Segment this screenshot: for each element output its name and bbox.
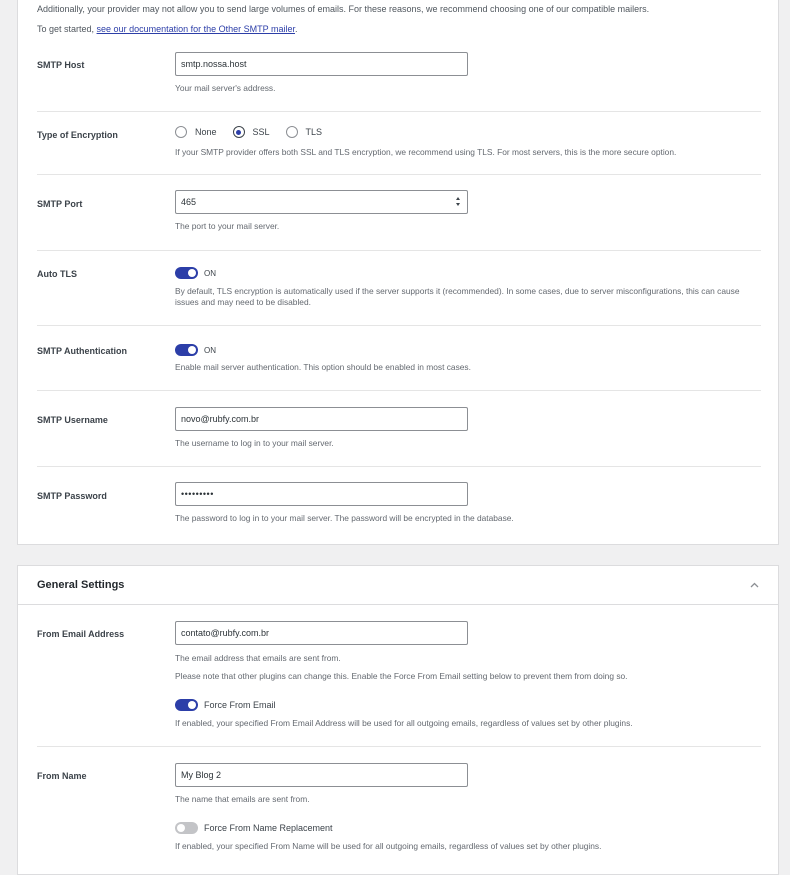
divider	[37, 174, 761, 175]
radio-tls-label: TLS	[305, 127, 323, 137]
encryption-option-none[interactable]	[175, 126, 217, 138]
smtp-port-value: 465	[181, 197, 197, 207]
smtp-username-label: SMTP Username	[37, 415, 108, 425]
force-from-email-label: Force From Email	[204, 700, 276, 710]
intro-prefix: To get started,	[37, 24, 97, 34]
from-name-input[interactable]: My Blog 2	[175, 763, 468, 787]
auto-tls-state: ON	[204, 268, 216, 278]
general-settings-header[interactable]	[18, 566, 778, 605]
radio-tls[interactable]	[286, 126, 298, 138]
from-email-label: From Email Address	[37, 629, 125, 639]
smtp-port-label: SMTP Port	[37, 199, 83, 209]
smtp-intro-docs	[37, 24, 298, 34]
encryption-radio-group	[175, 126, 338, 138]
smtp-intro-text: Additionally, your provider may not allow you to send large volumes of emails. For these reasons, we recommend choosing one of our compatible mailers.	[37, 4, 650, 14]
from-email-note: Please note that other plugins can change this. Enable the Force From Email setting below to prevent them from doing so.	[175, 671, 628, 681]
smtp-password-label: SMTP Password	[37, 491, 107, 501]
force-from-email-toggle[interactable]	[175, 699, 198, 711]
smtp-host-desc: Your mail server's address.	[175, 83, 276, 93]
encryption-label: Type of Encryption	[37, 130, 118, 140]
force-from-email-desc: If enabled, your specified From Email Address will be used for all outgoing emails, regardless of values set by other plugins.	[175, 718, 633, 728]
divider	[37, 746, 761, 747]
auto-tls-label: Auto TLS	[37, 269, 77, 279]
section-title: General Settings	[37, 579, 125, 591]
encryption-desc: If your SMTP provider offers both SSL and TLS encryption, we recommend using TLS. For most servers, this is the more secure option.	[175, 147, 677, 157]
number-spinner-icon[interactable]	[455, 195, 462, 209]
force-from-email-row	[175, 699, 276, 711]
smtp-host-label: SMTP Host	[37, 60, 85, 70]
smtp-host-input[interactable]: smtp.nossa.host	[175, 52, 468, 76]
chevron-up-icon[interactable]	[750, 582, 758, 590]
force-from-name-desc: If enabled, your specified From Name will be used for all outgoing emails, regardless of values set by other plugins.	[175, 841, 602, 851]
encryption-option-ssl[interactable]	[233, 126, 270, 138]
docs-link[interactable]: see our documentation for the Other SMTP mailer	[96, 24, 295, 34]
intro-suffix: .	[294, 24, 298, 34]
divider	[37, 466, 761, 467]
from-name-desc: The name that emails are sent from.	[175, 794, 310, 804]
smtp-auth-toggle-row	[175, 344, 216, 356]
smtp-password-input[interactable]: •••••••••	[175, 482, 468, 506]
from-email-input[interactable]: contato@rubfy.com.br	[175, 621, 468, 645]
divider	[37, 250, 761, 251]
general-settings-panel	[17, 565, 779, 875]
smtp-auth-state: ON	[204, 345, 216, 355]
from-email-desc: The email address that emails are sent from.	[175, 653, 341, 663]
smtp-auth-desc: Enable mail server authentication. This option should be enabled in most cases.	[175, 362, 471, 372]
smtp-password-desc: The password to log in to your mail server. The password will be encrypted in the database.	[175, 513, 514, 523]
force-from-name-toggle[interactable]	[175, 822, 198, 834]
radio-none[interactable]	[175, 126, 187, 138]
from-name-label: From Name	[37, 771, 87, 781]
auto-tls-desc: By default, TLS encryption is automatically used if the server supports it (recommended). In some cases, due to server misconfigurations, this can cause issues and may need to be disabled.	[175, 286, 740, 307]
smtp-settings-panel	[17, 0, 779, 545]
divider	[37, 325, 761, 326]
force-from-name-row	[175, 822, 333, 834]
divider	[37, 390, 761, 391]
radio-ssl-label: SSL	[252, 127, 270, 137]
smtp-port-input[interactable]	[175, 190, 468, 214]
smtp-auth-toggle[interactable]	[175, 344, 198, 356]
smtp-auth-label: SMTP Authentication	[37, 346, 127, 356]
auto-tls-toggle-row	[175, 267, 216, 279]
encryption-option-tls[interactable]	[286, 126, 323, 138]
force-from-name-label: Force From Name Replacement	[204, 823, 333, 833]
divider	[37, 111, 761, 112]
smtp-username-input[interactable]: novo@rubfy.com.br	[175, 407, 468, 431]
radio-ssl[interactable]	[233, 126, 245, 138]
smtp-port-desc: The port to your mail server.	[175, 221, 280, 231]
radio-none-label: None	[195, 127, 217, 137]
auto-tls-toggle[interactable]	[175, 267, 198, 279]
smtp-username-desc: The username to log in to your mail server.	[175, 438, 334, 448]
